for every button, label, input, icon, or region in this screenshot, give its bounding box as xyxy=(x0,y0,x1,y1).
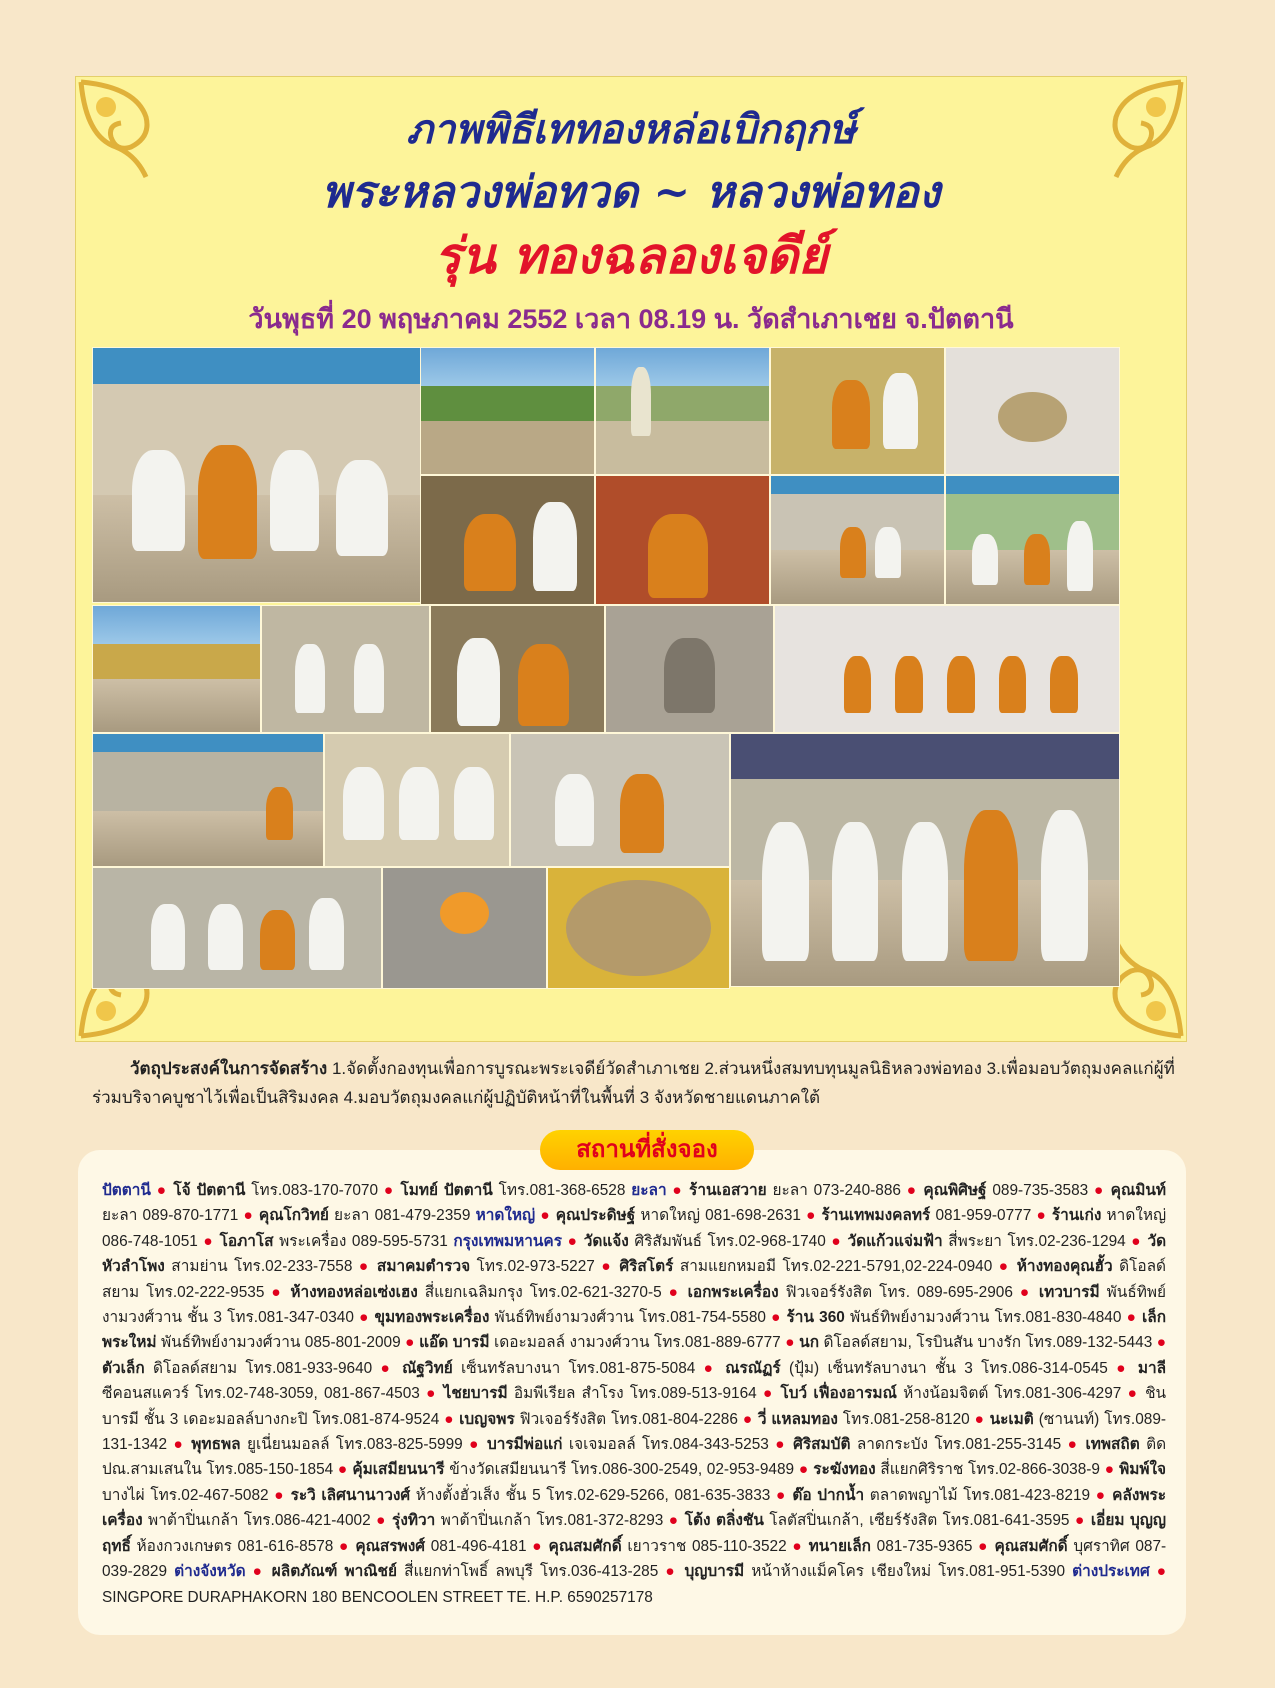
shop-entry xyxy=(584,1233,826,1250)
region-label: ต่างประเทศ xyxy=(1072,1563,1150,1581)
shop-detail: ยูเนี่ยนมอลล์ โทร.083-825-5999 xyxy=(246,1436,463,1454)
shop-name: เทวบารมี xyxy=(1038,1283,1100,1301)
bullet-icon: ● xyxy=(405,1334,415,1352)
shop-entry xyxy=(375,1309,766,1326)
shop-name: เอี่ยม บุญญฤทธิ์ xyxy=(102,1512,1166,1555)
ceremony-photo xyxy=(92,867,382,989)
shop-detail: โทร.081-368-6528 xyxy=(498,1182,626,1199)
region-label: กรุงเทพมหานคร xyxy=(453,1232,562,1250)
bullet-icon: ● xyxy=(1094,1182,1105,1199)
shop-detail: สามแยกหมอมี โทร.02-221-5791,02-224-0940 xyxy=(679,1258,993,1276)
shop-name: ร้าน 360 xyxy=(786,1309,845,1327)
bullet-icon: ● xyxy=(532,1537,543,1555)
shop-detail: 081-959-0777 xyxy=(935,1207,1032,1225)
shop-detail: เจเจมอลล์ โทร.084-343-5253 xyxy=(568,1436,769,1454)
ceremony-photo xyxy=(547,867,730,989)
shop-name: รุ่งทิวา xyxy=(392,1512,436,1530)
shop-entry xyxy=(758,1411,970,1428)
ceremony-photo xyxy=(945,347,1120,475)
shop-detail: พันธ์ทิพย์งามวงศ์วาน 085-801-2009 xyxy=(160,1334,401,1352)
shop-name: คุ้มเสมียนนารี xyxy=(352,1461,445,1479)
bullet-icon: ● xyxy=(337,1461,348,1479)
ceremony-photo xyxy=(382,867,547,989)
bullet-icon: ● xyxy=(359,1309,370,1327)
order-heading: สถานที่สั่งจอง xyxy=(540,1130,754,1170)
shop-detail: เซ็นทรัลบางนา โทร.081-875-5084 xyxy=(461,1359,696,1377)
shop-detail: โทร.083-170-7070 xyxy=(251,1182,379,1199)
shop-detail: ฟิวเจอร์รังสิต โทร. 089-695-2906 xyxy=(785,1283,1013,1301)
shop-name: ร้านเก่ง xyxy=(1051,1207,1102,1225)
shop-name: คุณประดิษฐ์ xyxy=(555,1207,636,1225)
shop-entry xyxy=(923,1182,1088,1199)
order-locations-list xyxy=(102,1178,1166,1610)
shop-name: ร้านเทพมงคลทร์ xyxy=(821,1207,931,1225)
shop-detail: 089-735-3583 xyxy=(992,1182,1089,1199)
shop-name: บารมีพ่อแก่ xyxy=(486,1436,563,1454)
shop-detail: พันธ์ทิพย์งามวงศ์วาน โทร.081-754-5580 xyxy=(494,1309,766,1327)
bullet-icon: ● xyxy=(798,1461,809,1479)
bullet-icon: ● xyxy=(1116,1359,1130,1377)
shop-entry xyxy=(377,1258,595,1275)
shop-detail: บุศราทิศ 087-039-2829 xyxy=(102,1537,1167,1581)
shop-name: โมทย์ ปัตตานี xyxy=(400,1182,493,1199)
shop-detail: โทร.081-258-8120 xyxy=(842,1410,970,1428)
shop-detail: ยะลา 081-479-2359 xyxy=(334,1207,471,1225)
shop-entry xyxy=(173,1182,378,1199)
shop-detail: 081-496-4181 xyxy=(430,1537,527,1555)
shop-detail: อิมพีเรียล สำโรง โทร.089-513-9164 xyxy=(513,1385,757,1403)
shop-name: แอ๊ด บารมี xyxy=(419,1334,490,1352)
bullet-icon: ● xyxy=(203,1232,214,1250)
shop-name: วี่ แหลมทอง xyxy=(757,1410,838,1428)
shop-entry xyxy=(352,1461,794,1478)
shop-entry xyxy=(685,1512,1070,1529)
bullet-icon: ● xyxy=(252,1563,265,1581)
shop-entry xyxy=(793,1436,1061,1453)
bullet-icon: ● xyxy=(601,1258,613,1276)
shop-entry xyxy=(402,1360,695,1377)
shop-detail: ห้างน้อมจิตต์ โทร.081-306-4297 xyxy=(903,1385,1122,1403)
shop-detail: สามย่าน โทร.02-233-7558 xyxy=(171,1258,353,1276)
bullet-icon: ● xyxy=(173,1436,185,1454)
region-label: ยะลา xyxy=(631,1182,667,1199)
shop-detail: สี่พระยา โทร.02-236-1294 xyxy=(948,1232,1126,1250)
shop-name: ห้างทองคุณฮั้ว xyxy=(1016,1258,1113,1276)
bullet-icon: ● xyxy=(978,1537,989,1555)
bullet-icon: ● xyxy=(762,1385,775,1403)
shop-entry xyxy=(487,1436,769,1453)
ceremony-photo xyxy=(420,475,595,605)
shop-detail: ศิริสัมพันธ์ โทร.02-968-1740 xyxy=(634,1232,826,1250)
title-line-1: ภาพพิธีเททองหล่อเบิกฤกษ์ xyxy=(406,106,856,153)
shop-name: โต้ง ตลิ่งชัน xyxy=(684,1512,764,1530)
shop-entry xyxy=(792,1487,1090,1504)
bullet-icon: ● xyxy=(540,1207,551,1225)
region-label: ต่างจังหวัด xyxy=(174,1563,246,1581)
ceremony-photo xyxy=(510,733,730,867)
shop-entry xyxy=(780,1385,1121,1402)
shop-name: ทนายเล็ก xyxy=(808,1537,871,1555)
bullet-icon: ● xyxy=(1067,1436,1080,1454)
shop-detail: 081-735-9365 xyxy=(876,1537,973,1555)
shop-name: บุญบารมี xyxy=(684,1563,745,1581)
shop-name: โจ้ ปัตตานี xyxy=(173,1182,246,1199)
shop-name: เอกพระเครื่อง xyxy=(687,1283,779,1301)
shop-name: ห้างทองหล่อเซ่งเฮง xyxy=(290,1283,418,1301)
shop-entry xyxy=(619,1258,992,1275)
shop-name: วัดแจ้ง xyxy=(583,1232,629,1250)
ceremony-photo xyxy=(261,605,430,733)
shop-name: ศิริสมบัติ xyxy=(793,1436,851,1454)
bullet-icon: ● xyxy=(156,1182,168,1199)
bullet-icon: ● xyxy=(358,1258,371,1276)
shop-name: วัดหัวลำโพง xyxy=(102,1232,1167,1276)
region-label: ปัตตานี xyxy=(102,1182,151,1199)
shop-detail: หน้าห้างแม็คโคร เชียงใหม่ โทร.081-951-5390 xyxy=(751,1563,1066,1581)
shop-detail: ดิโอลด์สยาม, โรบินสัน บางรัก โทร.089-132-5443 xyxy=(823,1334,1153,1352)
shop-entry xyxy=(848,1233,1126,1250)
shop-entry xyxy=(809,1538,973,1555)
shop-entry xyxy=(556,1207,801,1224)
shop-entry xyxy=(290,1284,661,1301)
ceremony-photo xyxy=(92,347,422,603)
shop-detail: ดิโอลด์สยาม โทร.081-933-9640 xyxy=(152,1359,373,1377)
ceremony-photo xyxy=(770,475,945,605)
bullet-icon: ● xyxy=(1131,1232,1142,1250)
bullet-icon: ● xyxy=(1156,1563,1167,1581)
shop-entry xyxy=(459,1411,738,1428)
shop-entry xyxy=(787,1309,1122,1326)
ceremony-date: วันพุธที่ 20 พฤษภาคม 2552 เวลา 08.19 น. วัดสำเภาเชย จ.ปัตตานี xyxy=(248,304,1014,334)
bullet-icon: ● xyxy=(974,1410,985,1428)
shop-name: ขุมทองพระเครื่อง xyxy=(374,1309,490,1327)
shop-entry xyxy=(725,1360,1108,1377)
shop-entry xyxy=(191,1436,462,1453)
shop-detail: ติด ปณ.สามเสนใน โทร.085-150-1854 xyxy=(102,1436,1167,1479)
shop-detail: หาดใหญ่ 081-698-2631 xyxy=(640,1207,801,1225)
shop-detail: ดิโอลด์สยาม โทร.02-222-9535 xyxy=(102,1258,1167,1301)
shop-entry xyxy=(688,1284,1013,1301)
title-line-2: พระหลวงพ่อทวด ~ หลวงพ่อทอง xyxy=(321,167,941,218)
ceremony-photo xyxy=(92,733,324,867)
order-locations-panel xyxy=(78,1150,1186,1635)
bullet-icon: ● xyxy=(792,1537,803,1555)
shop-name: นก xyxy=(799,1334,820,1352)
bullet-icon: ● xyxy=(771,1309,782,1327)
shop-name: นะเมติ xyxy=(989,1410,1034,1428)
shop-name: ณรณัฏร์ xyxy=(725,1359,781,1377)
ceremony-photo xyxy=(324,733,510,867)
shop-name: คุณโกวิทย์ xyxy=(258,1207,329,1225)
shop-detail: เดอะมอลล์ งามวงศ์วาน โทร.081-889-6777 xyxy=(493,1334,781,1352)
shop-name: ผลิตภัณฑ์ พาณิชย์ xyxy=(271,1563,398,1581)
bullet-icon: ● xyxy=(426,1385,438,1403)
ceremony-photo xyxy=(605,605,774,733)
bullet-icon: ● xyxy=(271,1283,284,1301)
shop-entry xyxy=(419,1334,781,1351)
ceremony-photo xyxy=(730,733,1120,987)
bullet-icon: ● xyxy=(775,1486,787,1504)
shop-name: คุณพิศิษฐ์ xyxy=(923,1182,987,1199)
ceremony-photo xyxy=(92,605,261,733)
bullet-icon: ● xyxy=(243,1207,254,1225)
bullet-icon: ● xyxy=(906,1182,918,1199)
shop-entry xyxy=(220,1233,448,1250)
shop-detail: ข้างวัดเสมียนนารี โทร.086-300-2549, 02-953-9489 xyxy=(449,1461,795,1479)
shop-entry xyxy=(684,1563,1065,1580)
shop-detail: ยะลา 089-870-1771 xyxy=(102,1207,239,1225)
bullet-icon: ● xyxy=(668,1283,681,1301)
shop-detail: พาต้าปิ่นเกล้า โทร.081-372-8293 xyxy=(440,1512,664,1530)
bullet-icon: ● xyxy=(998,1258,1011,1276)
shop-name: ตัวเล็ก xyxy=(102,1359,145,1377)
shop-detail: พาต้าปิ่นเกล้า โทร.086-421-4002 xyxy=(148,1512,371,1530)
shop-entry xyxy=(355,1538,526,1555)
shop-entry xyxy=(689,1182,901,1199)
shop-detail: พันธ์ทิพย์งามวงศ์วาน โทร.081-830-4840 xyxy=(850,1309,1122,1327)
bullet-icon: ● xyxy=(1127,1385,1139,1403)
region-label: หาดใหญ่ xyxy=(475,1207,536,1225)
bullet-icon: ● xyxy=(1126,1309,1137,1327)
shop-detail: ลาดกระบัง โทร.081-255-3145 xyxy=(856,1436,1062,1454)
purpose-label: วัตถุประสงค์ในการจัดสร้าง xyxy=(130,1059,328,1078)
shop-detail: บางไผ่ โทร.02-467-5082 xyxy=(102,1486,269,1504)
shop-entry xyxy=(799,1334,1152,1351)
bullet-icon: ● xyxy=(1156,1334,1167,1352)
ceremony-photo xyxy=(420,347,595,475)
ceremony-photo xyxy=(430,605,605,733)
shop-name: ณัฐวิทย์ xyxy=(402,1359,453,1377)
bullet-icon: ● xyxy=(339,1537,350,1555)
bullet-icon: ● xyxy=(274,1486,285,1504)
bullet-icon: ● xyxy=(1036,1207,1047,1225)
ceremony-photo xyxy=(945,475,1120,605)
shop-name: เล็ก พระใหม่ xyxy=(102,1309,1167,1352)
shop-detail: (ซานนท์) โทร.089-131-1342 xyxy=(102,1410,1166,1454)
ceremony-photo xyxy=(774,605,1120,733)
shop-detail: เยาวราช 085-110-3522 xyxy=(627,1537,787,1555)
shop-name: พุทธพล xyxy=(191,1436,241,1454)
shop-detail: สี่แยกศิริราช โทร.02-866-3038-9 xyxy=(880,1461,1100,1479)
shop-entry xyxy=(821,1207,1031,1224)
bullet-icon: ● xyxy=(1019,1283,1032,1301)
bullet-icon: ● xyxy=(703,1359,717,1377)
shop-name: ร้านเอสวาย xyxy=(689,1182,767,1199)
bullet-icon: ● xyxy=(785,1334,795,1352)
bullet-icon: ● xyxy=(380,1359,394,1377)
shop-detail: ตลาดพญาไม้ โทร.081-423-8219 xyxy=(869,1486,1091,1504)
shop-name: ต๊อ ปากน้ำ xyxy=(792,1486,865,1504)
shop-detail: SINGPORE DURAPHAKORN 180 BENCOOLEN STREET TE. H.P. 6590257178 xyxy=(102,1588,653,1606)
shop-entry xyxy=(102,1360,372,1377)
shop-entry xyxy=(291,1487,771,1504)
bullet-icon: ● xyxy=(444,1410,455,1428)
bullet-icon: ● xyxy=(668,1512,680,1530)
poster-banner xyxy=(75,76,1187,1042)
ceremony-photo xyxy=(595,475,770,605)
bullet-icon: ● xyxy=(1104,1461,1115,1479)
ceremony-photo xyxy=(770,347,945,475)
shop-detail: ชินบารมี ชั้น 3 เดอะมอลล์บางกะปิ โทร.081-874-9524 xyxy=(102,1385,1167,1428)
ceremony-photo xyxy=(595,347,770,475)
purpose-paragraph xyxy=(92,1054,1192,1112)
shop-detail: ห้องกวงเกษตร 081-616-8578 xyxy=(136,1537,334,1555)
shop-name: คุณสมศักดิ์ xyxy=(548,1537,622,1555)
shop-detail: ยะลา 073-240-886 xyxy=(772,1182,901,1199)
bullet-icon: ● xyxy=(1074,1512,1086,1530)
bullet-icon: ● xyxy=(831,1232,842,1250)
shop-detail: (ปุ้ม) เซ็นทรัลบางนา ชั้น 3 โทร.086-314-0545 xyxy=(789,1359,1108,1377)
shop-entry xyxy=(813,1461,1100,1478)
shop-entry xyxy=(102,1589,653,1606)
shop-name: สมาคมตำรวจ xyxy=(376,1258,471,1276)
shop-detail: สี่แยกเฉลิมกรุง โทร.02-621-3270-5 xyxy=(424,1283,662,1301)
purpose-text: 1.จัดตั้งกองทุนเพื่อการบูรณะพระเจดีย์วัดสำเภาเชย 2.ส่วนหนึ่งสมทบทุนมูลนิธิหลวงพ่อทอง 3.เพื่อมอบวัตถุมงคลแก่ผู้ที่ร่วมบริจาคบูชาไว้เพื่อเป็นสิริมงคล 4.มอบวัตถุมงคลแก่ผู้ปฏิบัติหน้าที่ในพื้นที่ 3 จังหวัดชายแดนภาคใต้ xyxy=(92,1059,1175,1107)
bullet-icon: ● xyxy=(383,1182,395,1199)
shop-name: พิมพ์ใจ xyxy=(1119,1461,1167,1479)
shop-detail: ซีคอนสแควร์ โทร.02-748-3059, 081-867-4503 xyxy=(102,1385,420,1403)
shop-entry xyxy=(259,1207,471,1224)
shop-entry xyxy=(392,1512,663,1529)
bullet-icon: ● xyxy=(775,1436,787,1454)
shop-name: คุณสมศักดิ์ xyxy=(994,1537,1068,1555)
shop-detail: โลตัสปิ่นเกล้า, เซียร์รังสิต โทร.081-641-3595 xyxy=(769,1512,1070,1530)
shop-name: คลังพระเครื่อง xyxy=(102,1486,1167,1530)
bullet-icon: ● xyxy=(469,1436,481,1454)
shop-name: โอภาโส xyxy=(219,1232,274,1250)
shop-name: คุณมินท์ xyxy=(1110,1182,1167,1199)
shop-entry xyxy=(444,1385,757,1402)
shop-name: ศิริสโตร์ xyxy=(619,1258,674,1276)
shop-name: ไชยบารมี xyxy=(443,1385,508,1403)
shop-name: เทพสถิต xyxy=(1085,1436,1140,1454)
shop-name: ระฆังทอง xyxy=(813,1461,876,1479)
bullet-icon: ● xyxy=(742,1410,753,1428)
shop-entry xyxy=(400,1182,625,1199)
edition-title: รุ่น ทองฉลองเจดีย์ xyxy=(434,226,828,285)
shop-name: วัดแก้วแจ่มฟ้า xyxy=(847,1232,943,1250)
shop-entry xyxy=(272,1563,659,1580)
shop-detail: ฟิวเจอร์รังสิต โทร.081-804-2286 xyxy=(519,1410,738,1428)
shop-detail: หาดใหญ่ 086-748-1051 xyxy=(102,1207,1167,1250)
bullet-icon: ● xyxy=(567,1232,579,1250)
bullet-icon: ● xyxy=(1095,1486,1107,1504)
bullet-icon: ● xyxy=(672,1182,684,1199)
shop-detail: พันธ์ทิพย์งามวงศ์วาน ชั้น 3 โทร.081-347-0340 xyxy=(102,1283,1167,1327)
shop-name: เบญจพร xyxy=(459,1410,515,1428)
bullet-icon: ● xyxy=(806,1207,817,1225)
shop-name: โบว์ เฟื่องอารมณ์ xyxy=(780,1385,897,1403)
shop-entry xyxy=(549,1538,787,1555)
shop-detail: โทร.02-973-5227 xyxy=(476,1258,595,1276)
shop-detail: พระเครื่อง 089-595-5731 xyxy=(279,1232,448,1250)
shop-detail: ห้างตั้งฮั่วเส็ง ชั้น 5 โทร.02-629-5266, 081-635-3833 xyxy=(415,1486,771,1504)
shop-name: มาลี xyxy=(1137,1359,1167,1377)
bullet-icon: ● xyxy=(665,1563,678,1581)
shop-name: ระวิ เลิศนานาวงศ์ xyxy=(290,1486,411,1504)
shop-name: คุณสรพงศ์ xyxy=(355,1537,426,1555)
bullet-icon: ● xyxy=(376,1512,387,1530)
shop-detail: สี่แยกท่าโพธิ์ ลพบุรี โทร.036-413-285 xyxy=(404,1563,659,1581)
